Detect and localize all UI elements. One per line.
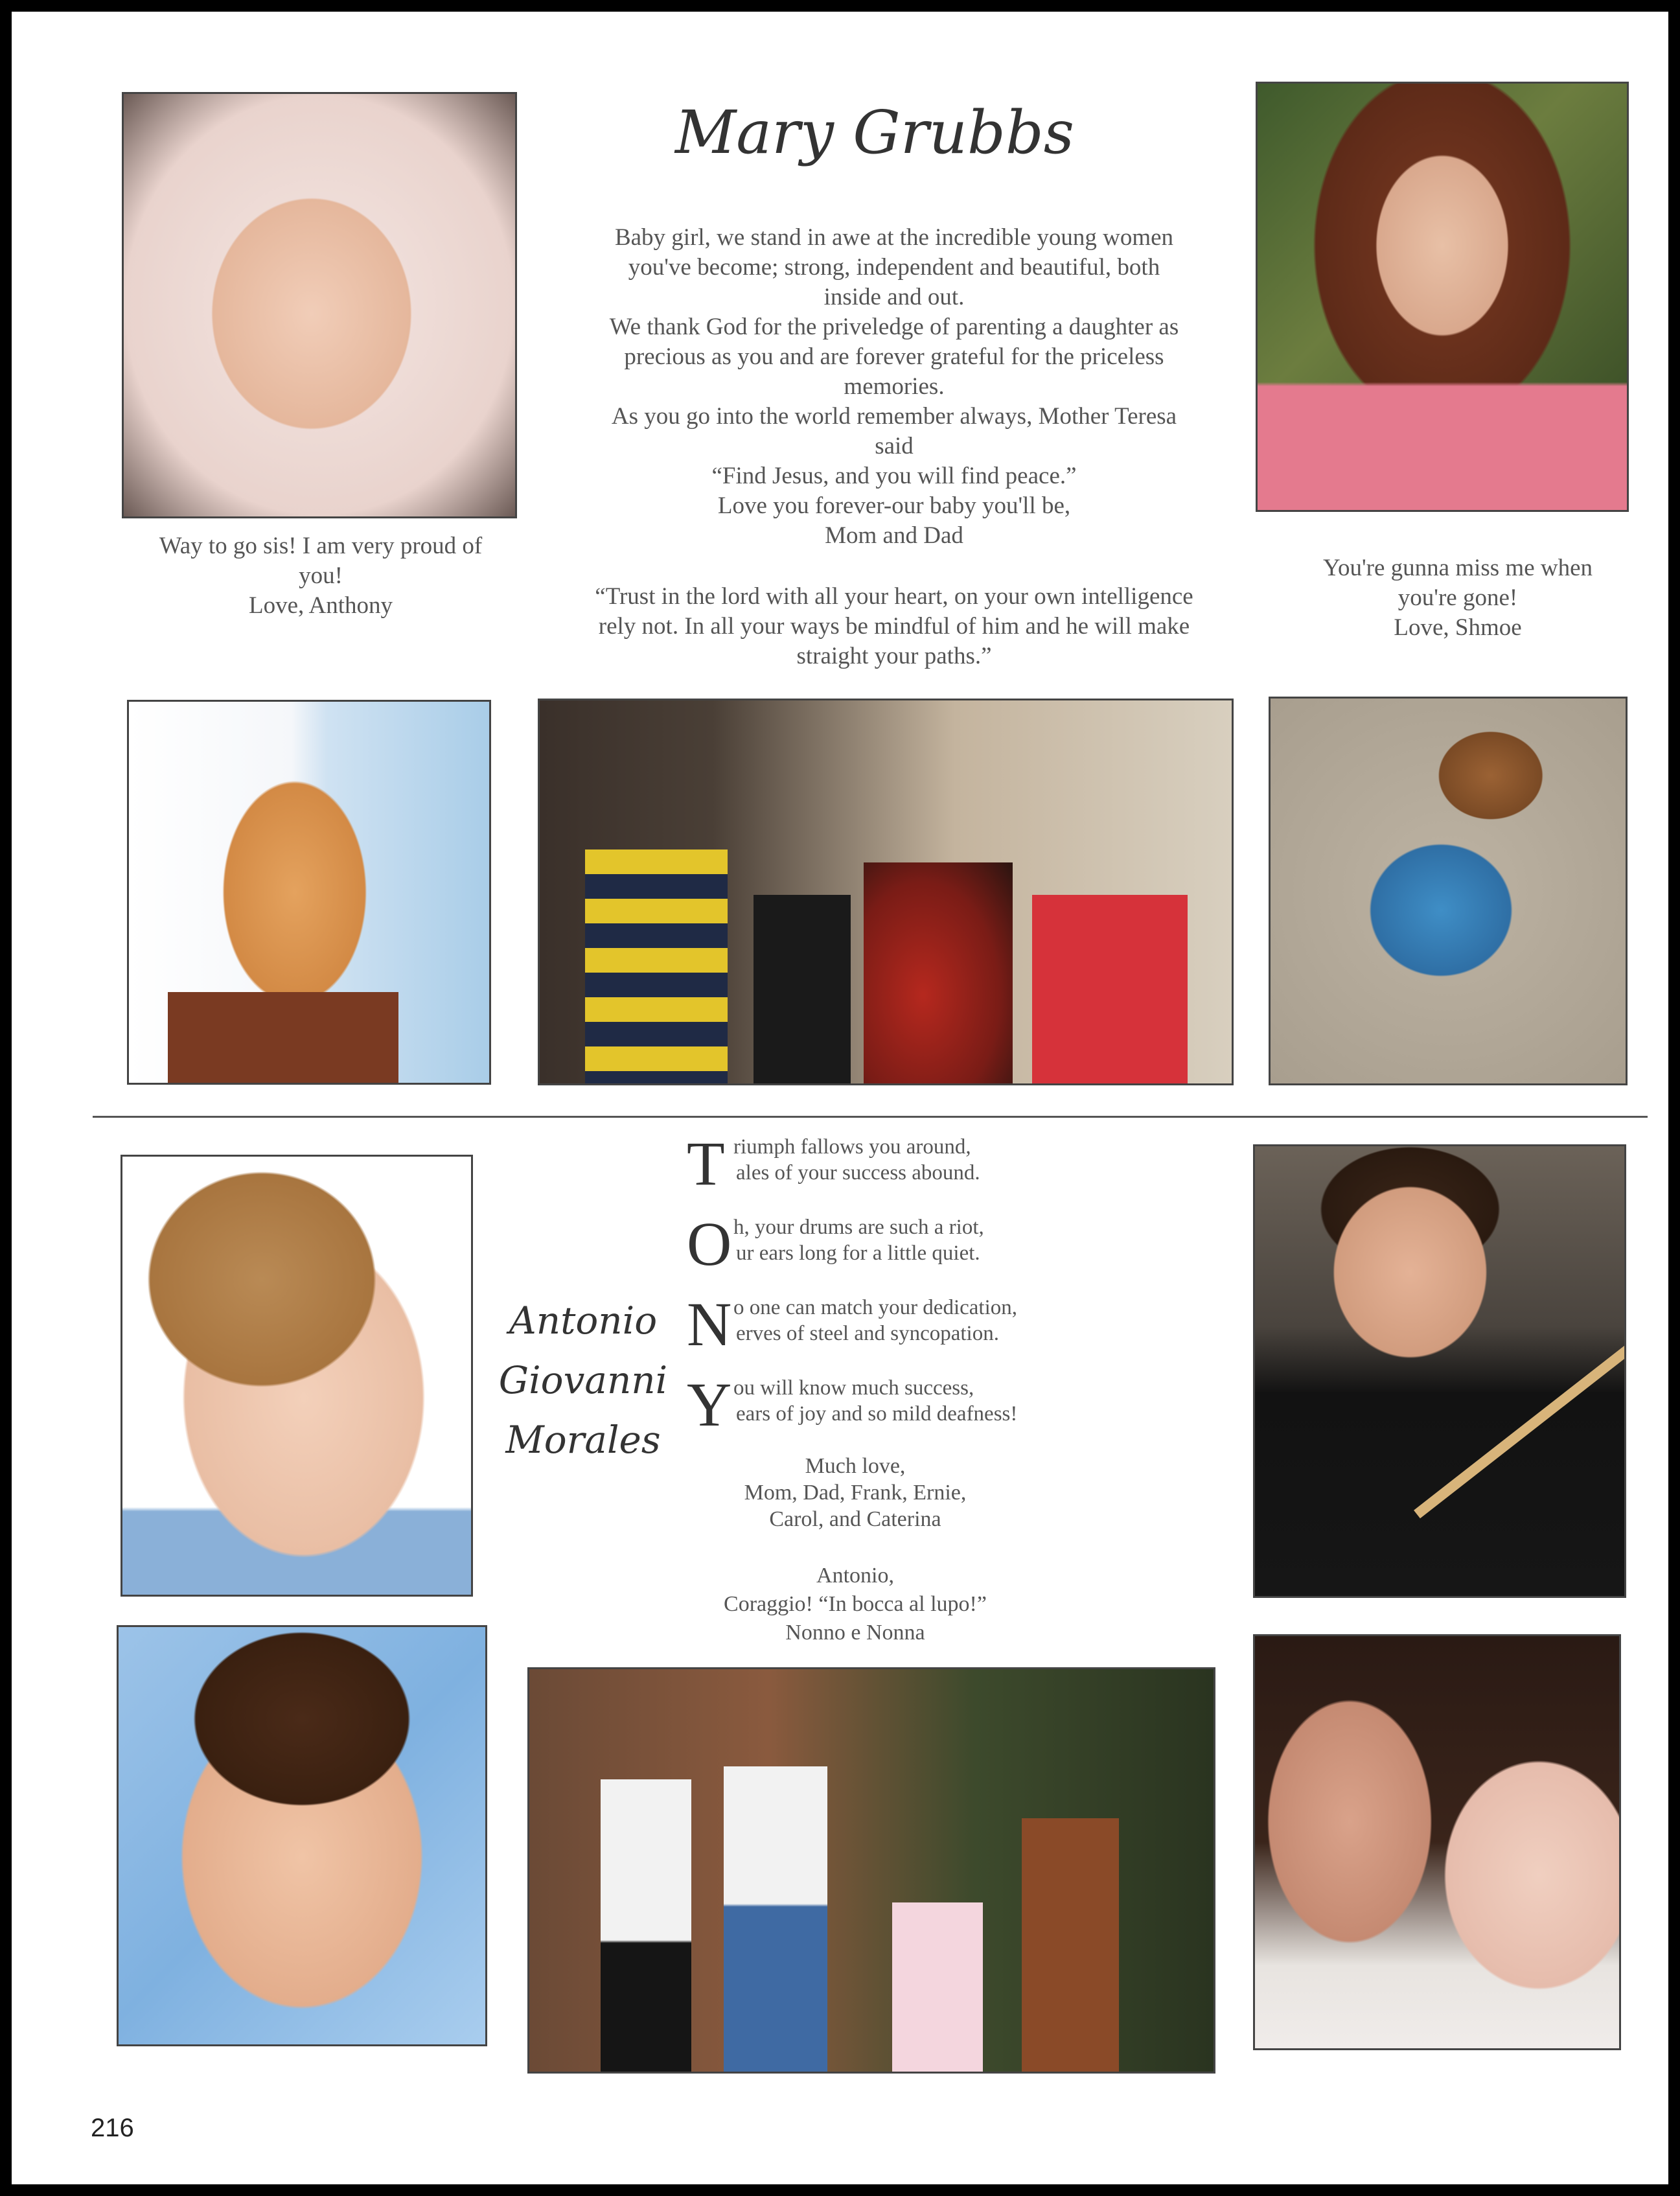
teen-with-baby-photo (1253, 1634, 1621, 2050)
tony-name: Antonio Giovanni Morales (498, 1299, 668, 1462)
toddler-photo (121, 1155, 473, 1597)
mary-portrait-photo (1256, 82, 1629, 512)
acrostic-o: O h, your drums are such a riot, ur ears long for a little quiet. (687, 1209, 984, 1278)
tony-drummer-photo (1253, 1144, 1626, 1598)
anthony-note: Way to go sis! I am very proud of you! Love, Anthony (159, 533, 483, 619)
acrostic-n: N o one can match your dedication, erves of steel and syncopation. (687, 1289, 1018, 1359)
family-group-photo (538, 699, 1234, 1085)
boy-smile-photo (117, 1625, 487, 2046)
family-note: Much love, Mom, Dad, Frank, Ernie, Carol, and Caterina (744, 1454, 967, 1531)
mary-name: Mary Grubbs (675, 98, 1074, 167)
shmoe-note: You're gunna miss me when you're gone! Love, Shmoe (1322, 555, 1593, 641)
baby-photo (122, 92, 517, 518)
acrostic-t: T riumph fallows you around, ales of your success abound. (687, 1129, 980, 1198)
acrostic-y: Y ou will know much success, ears of joy and so mild deafness! (687, 1370, 1018, 1439)
page-number: 216 (91, 2114, 134, 2142)
nonno-note: Antonio, Coraggio! “In bocca al lupo!” Nonno e Nonna (724, 1564, 987, 1645)
section-divider (93, 1116, 1648, 1118)
mary-parents-message: Baby girl, we stand in awe at the incredible young women you've become; strong, independent and beautiful, both inside and out. We thank God for the priveledge of parenting a daughter as precious as you and are forever grateful for the priceless memories. As you go into the world remember always, Mother Teresa said “Find Jesus, and you will find peace.” Love you forever-our baby you'll be, Mom and Dad (609, 224, 1179, 549)
cat-photo (127, 700, 491, 1085)
costume-kids-photo (527, 1667, 1215, 2074)
mary-verse: “Trust in the lord with all your heart, on your own intelligence rely not. In all your ways be mindful of him and he will make straight your paths.” (595, 583, 1193, 669)
dog-photo (1269, 697, 1628, 1085)
